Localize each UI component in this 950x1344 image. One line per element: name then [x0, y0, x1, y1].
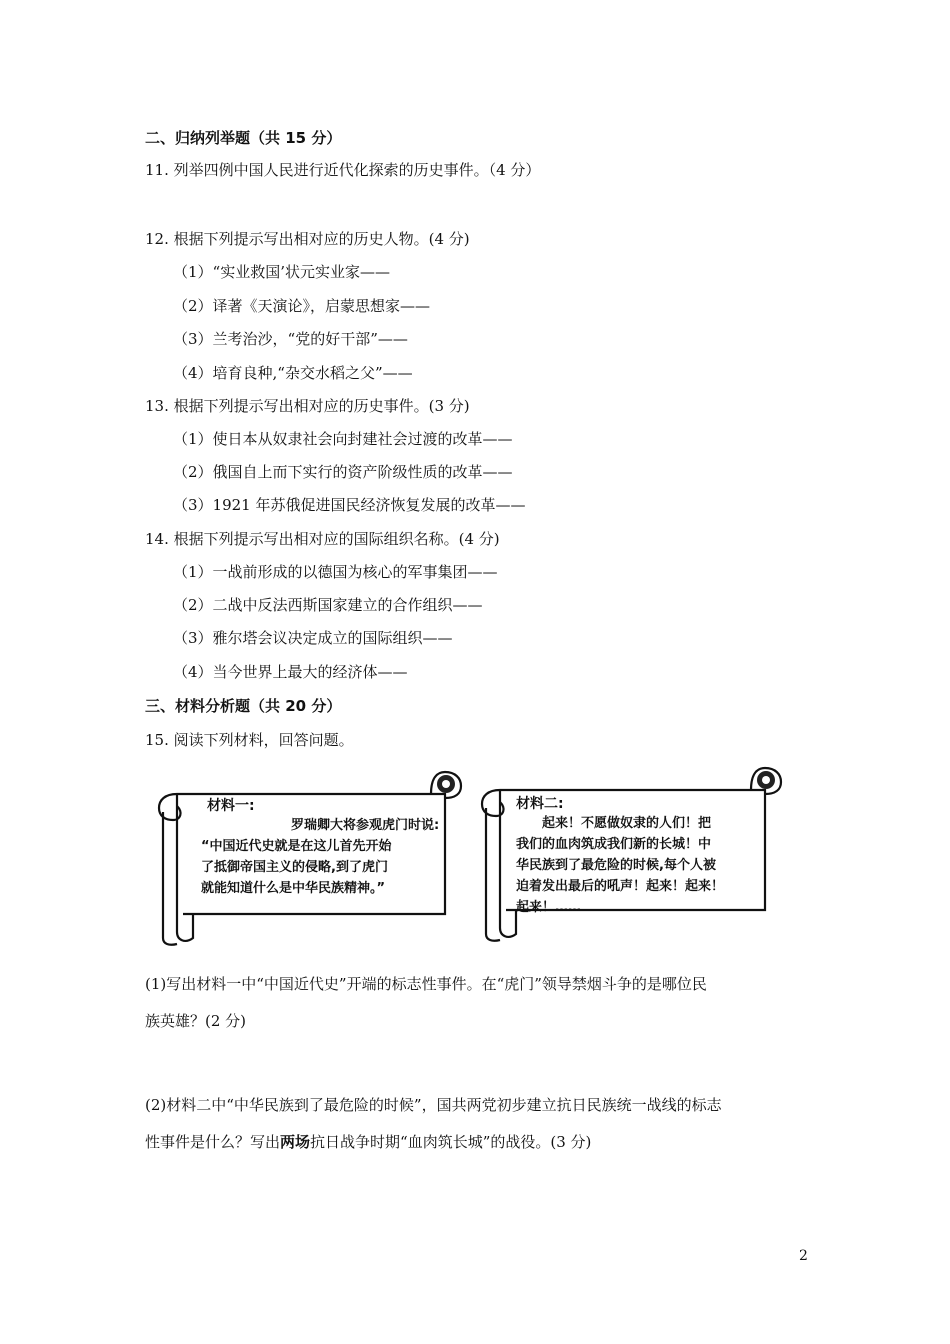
- question-11: 11. 列举四例中国人民进行近代化探索的历史事件。（4 分）: [145, 161, 541, 179]
- question-12-stem: 12. 根据下列提示写出相对应的历史人物。(4 分): [145, 230, 470, 248]
- question-15-2-text: 性事件是什么？写出: [145, 1133, 281, 1151]
- question-14-item: （1）一战前形成的以德国为核心的军事集团——: [173, 563, 498, 581]
- material-2-text: [516, 813, 724, 918]
- material-1-line: 了抵御帝国主义的侵略,到了虎门: [201, 860, 388, 875]
- section-2-title: 二、归纳列举题（共 15 分）: [145, 129, 342, 147]
- question-12-item: （4）培育良种,“杂交水稻之父”——: [173, 364, 413, 382]
- question-15-2-line1: (2)材料二中“中华民族到了最危险的时候”，国共两党初步建立抗日民族统一战线的标志: [145, 1096, 722, 1114]
- material-1-line: 罗瑞卿大将参观虎门时说:: [291, 818, 440, 833]
- question-13-stem: 13. 根据下列提示写出相对应的历史事件。(3 分): [145, 397, 470, 415]
- question-14-stem: 14. 根据下列提示写出相对应的国际组织名称。(4 分): [145, 530, 500, 548]
- material-2-scroll: [480, 764, 785, 942]
- material-2-line: 华民族到了最危险的时候,每个人被: [516, 858, 716, 873]
- material-1-line: “中国近代史就是在这儿首先开始: [201, 839, 392, 854]
- question-15-2-emphasis: 两场: [280, 1133, 311, 1151]
- material-2-line: 起来！……: [516, 900, 582, 915]
- material-2-line: 起来！不愿做奴隶的人们！把: [542, 816, 712, 831]
- question-15-1-line1: (1)写出材料一中“中国近代史”开端的标志性事件。在“虎门”领导禁烟斗争的是哪位民: [145, 975, 707, 993]
- material-2-title: 材料二:: [516, 796, 564, 812]
- material-1-title: 材料一:: [207, 798, 255, 814]
- question-15-stem: 15. 阅读下列材料，回答问题。: [145, 731, 354, 749]
- page-number: 2: [799, 1248, 808, 1264]
- question-12-item: （2）译著《天演论》，启蒙思想家——: [173, 297, 431, 315]
- question-14-item: （3）雅尔塔会议决定成立的国际组织——: [173, 629, 453, 647]
- question-15-2-line2: [145, 1132, 591, 1152]
- material-1-line: 就能知道什么是中华民族精神。”: [201, 881, 386, 896]
- section-3-title: 三、材料分析题（共 20 分）: [145, 697, 342, 715]
- material-1-scroll: [155, 768, 465, 946]
- question-15-1-line2: 族英雄？(2 分): [145, 1012, 247, 1030]
- question-12-item: （1）“实业救国’状元实业家——: [173, 263, 390, 281]
- material-1-text: [201, 815, 439, 899]
- material-2-line: 迫着发出最后的吼声！起来！起来！: [516, 879, 725, 894]
- question-14-item: （4）当今世界上最大的经济体——: [173, 663, 408, 681]
- question-13-item: （2）俄国自上而下实行的资产阶级性质的改革——: [173, 463, 513, 481]
- question-13-item: （1）使日本从奴隶社会向封建社会过渡的改革——: [173, 430, 513, 448]
- question-14-item: （2）二战中反法西斯国家建立的合作组织——: [173, 596, 483, 614]
- material-2-line: 我们的血肉筑成我们新的长城！中: [516, 837, 712, 852]
- question-13-item: （3）1921 年苏俄促进国民经济恢复发展的改革——: [173, 496, 526, 514]
- question-15-2-text: 抗日战争时期“血肉筑长城”的战役。(3 分): [310, 1133, 592, 1151]
- question-12-item: （3）兰考治沙，“党的好干部”——: [173, 330, 408, 348]
